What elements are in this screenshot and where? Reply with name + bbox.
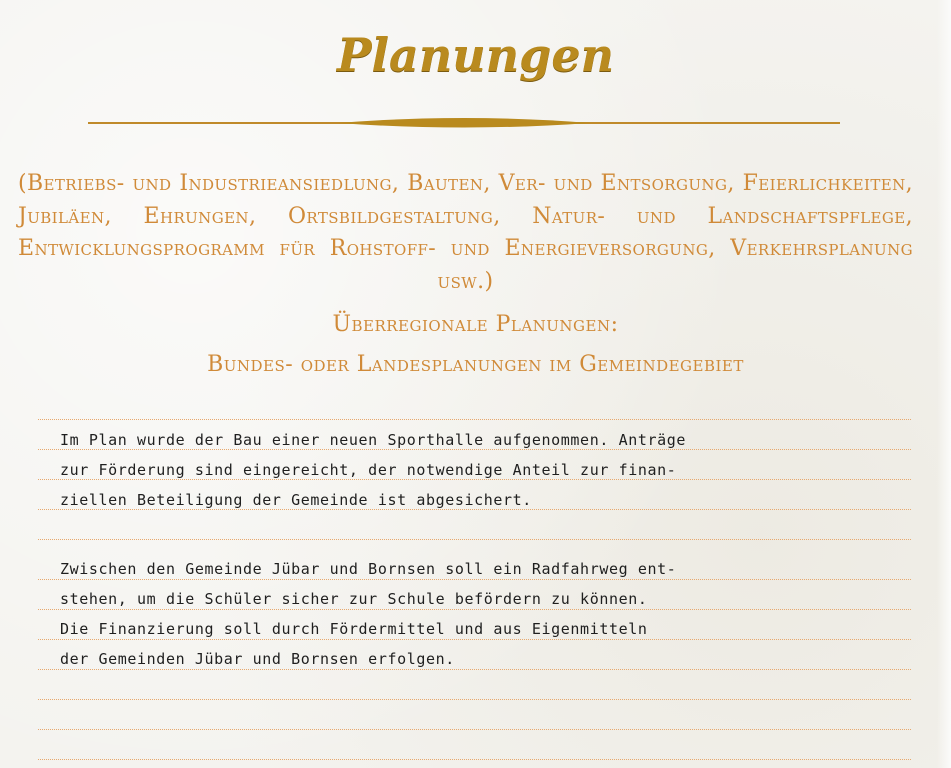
- page-title: Planungen: [336, 28, 615, 82]
- ruled-line: [38, 419, 911, 420]
- title-divider: [88, 110, 840, 136]
- page-edge: [937, 0, 951, 768]
- ruled-line: [38, 759, 911, 760]
- heading-regional-planning: Überregionale Planungen:: [332, 312, 619, 337]
- planning-entry-sports-hall: Im Plan wurde der Bau einer neuen Sporthalle aufgenommen. Anträge zur Förderung sind eingereicht, der notwendige Anteil zur finan- ziellen Beteiligung der Gemeinde ist abgesichert.: [60, 431, 686, 509]
- subject-categories: (Betriebs- und Industrieansiedlung, Bauten, Ver- und Entsorgung, Feierlichkeiten, Jubiläen, Ehrungen, Ortsbildgestaltung, Natur- und Landschaftspflege, Entwicklungsprogramm für Rohstoff- und Energieversorgung, Verkehrsplanung usw.): [18, 171, 913, 294]
- heading-federal-state-planning: Bundes- oder Landesplanungen im Gemeindegebiet: [207, 352, 744, 377]
- ruled-line: [38, 539, 911, 540]
- ruled-line: [38, 699, 911, 700]
- ruled-line: [38, 729, 911, 730]
- planning-entry-cycle-path: Zwischen den Gemeinde Jübar und Bornsen soll ein Radfahrweg ent- stehen, um die Schüler sicher zur Schule befördern zu können. Die Finanzierung soll durch Fördermittel und aus Eigenmitteln der Gemeinden Jübar und Bornsen erfolgen.: [60, 560, 677, 668]
